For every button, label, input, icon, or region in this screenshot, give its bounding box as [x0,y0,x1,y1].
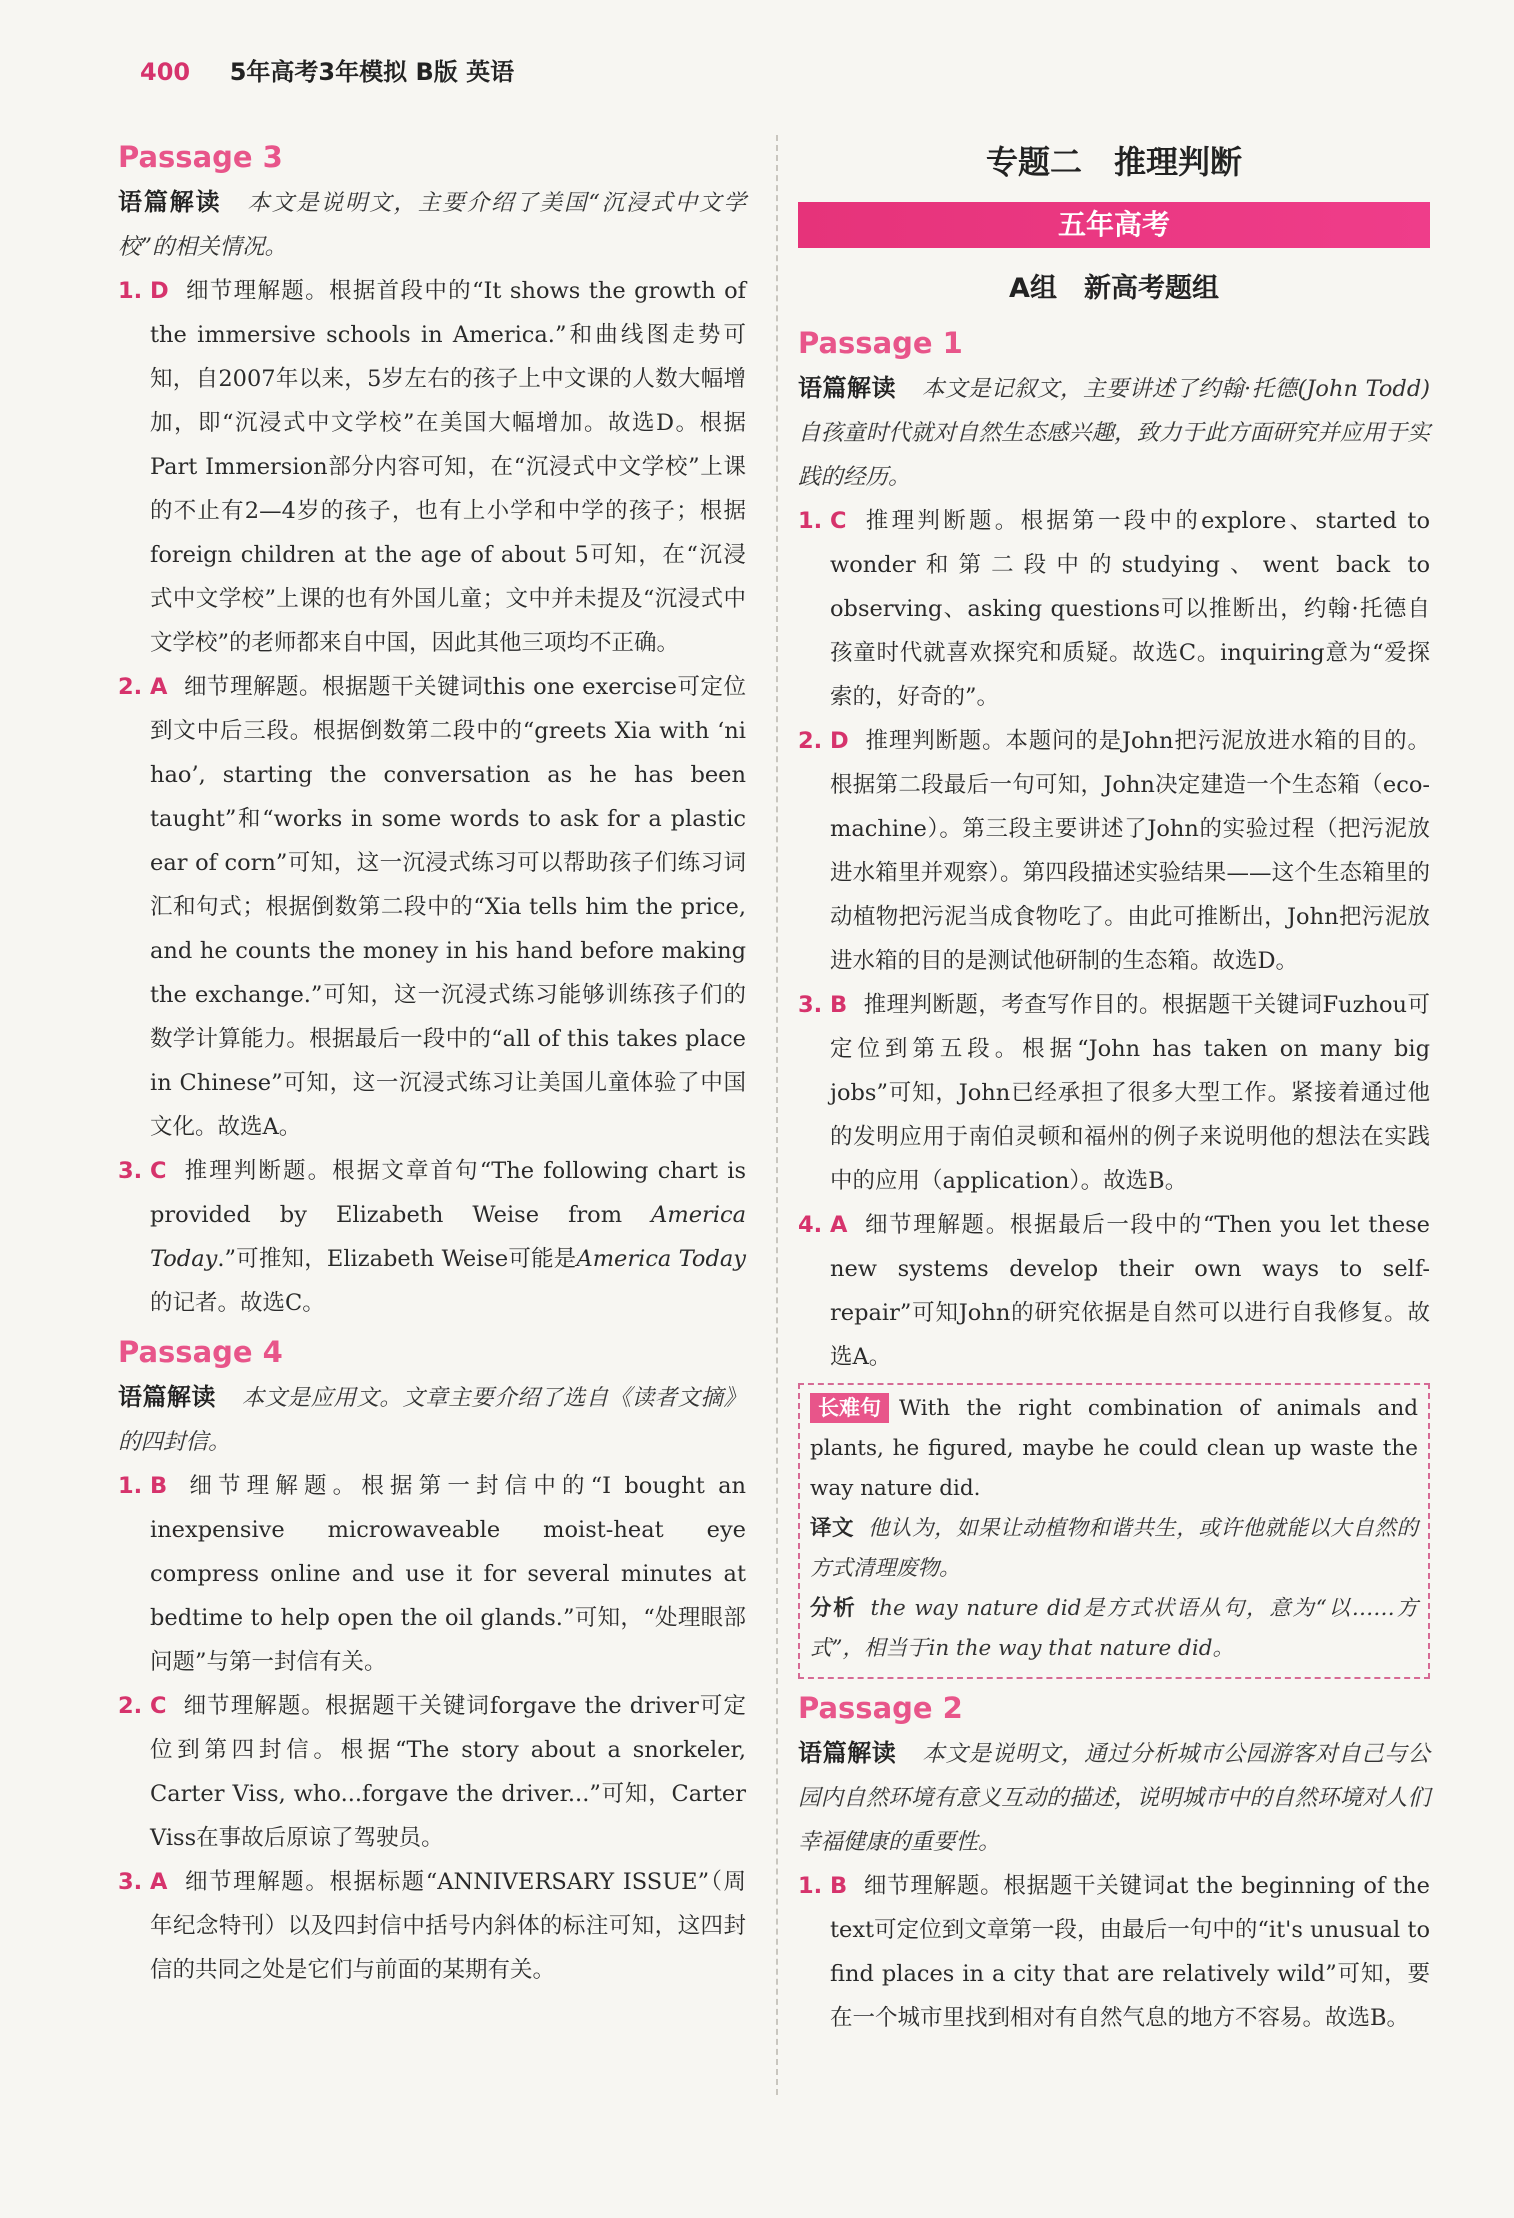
question-explanation: 的记者。故选C。 [150,1290,325,1316]
question-item [118,1464,746,1684]
question-item [118,1860,746,1992]
passage-intro [118,180,746,269]
question-item [798,719,1430,983]
question-number: 3. [118,1869,143,1895]
intro-label: 语篇解读 [798,374,896,402]
question-explanation: 细节理解题。根据题干关键词this one exercise可定位到文中后三段。根据倒数第二段中的“greets Xia with ‘ni hao’, starting the conversation as he has been taught”和“works in some words to ask for a plastic ear of corn”可知，这一沉浸式练习可以帮助孩子们练习词汇和句式；根据倒数第二段中的“Xia tells him the price, and he counts the money in his hand before making the exchange.”可知，这一沉浸式练习能够训练孩子们的数学计算能力。根据最后一段中的“all of this takes place in Chinese”可知，这一沉浸式练习让美国儿童体验了中国文化。故选A。 [150,674,746,1140]
question-explanation: 推理判断题，考查写作目的。根据题干关键词Fuzhou可定位到第五段。根据“John has taken on many big jobs”可知，John已经承担了很多大型工作。紧接着通过他的发明应用于南伯灵顿和福州的例子来说明他的想法在实践中的应用（application）。故选B。 [830,992,1430,1194]
question-item [798,983,1430,1203]
question-explanation: 细节理解题。根据首段中的“It shows the growth of the immersive schools in America.”和曲线图走势可知，自2007年以来，5岁左右的孩子上中文课的人数大幅增加，即“沉浸式中文学校”在美国大幅增加。故选D。根据Part Immersion部分内容可知，在“沉浸式中文学校”上课的不止有2—4岁的孩子，也有上小学和中学的孩子；根据foreign children at the age of about 5可知，在“沉浸式中文学校”上课的也有外国儿童；文中并未提及“沉浸式中文学校”的老师都来自中国，因此其他三项均不正确。 [150,278,746,656]
question-number: 2. [118,1693,143,1719]
question-explanation: 细节理解题。根据标题“ANNIVERSARY ISSUE”（周年纪念特刊）以及四封信中括号内斜体的标注可知，这四封信的共同之处是它们与前面的某期有关。 [150,1869,746,1983]
intro-label: 语篇解读 [118,1383,216,1411]
question-item [798,1203,1430,1379]
intro-label: 语篇解读 [798,1739,897,1767]
passage-title: Passage 2 [798,1691,963,1725]
sentence-text: With the right combination of animals and plants, he figured, maybe he could clean up waste the way nature did. [810,1396,1418,1501]
intro-text: 本文是说明文，主要介绍了美国“沉浸式中文学校”的相关情况。 [118,190,746,260]
question-explanation: .”可推知，Elizabeth Weise可能是 [217,1246,577,1272]
page-header [140,52,514,92]
analysis [810,1589,1418,1669]
question-explanation: 推理判断题。根据文章首句“The following chart is provided by Elizabeth Weise from [150,1158,746,1228]
column-divider [776,135,778,2095]
answer-letter: D [150,278,169,304]
question-explanation: 推理判断题。根据第一段中的explore、started to wonder和第二段中的studying、went back to observing、asking questions可以推断出，约翰·托德自孩童时代就喜欢探究和质疑。故选C。inquiring意为“爱探索的，好奇的”。 [830,508,1430,710]
left-column [118,130,746,1992]
question-item [118,1684,746,1860]
intro-text: 本文是记叙文，主要讲述了约翰·托德(John Todd)自孩童时代就对自然生态感兴趣，致力于此方面研究并应用于实践的经历。 [798,376,1430,490]
translation [810,1509,1418,1589]
question-number: 3. [798,992,823,1018]
passage-intro [798,366,1430,499]
intro-text: 本文是说明文，通过分析城市公园游客对自己与公园内自然环境有意义互动的描述，说明城市中的自然环境对人们幸福健康的重要性。 [798,1741,1430,1855]
group-title: A组 新高考题组 [1009,273,1219,304]
question-explanation: 细节理解题。根据第一封信中的“I bought an inexpensive microwaveable moist-heat eye compress online and use it for several minutes at bedtime to help open the oil glands.”可知，“处理眼部问题”与第一封信有关。 [150,1473,746,1675]
question-number: 4. [798,1212,823,1238]
question-number: 2. [798,728,823,754]
intro-text: 本文是应用文。文章主要介绍了选自《读者文摘》的四封信。 [118,1385,746,1455]
question-item [798,1864,1430,2040]
question-item [118,269,746,665]
section-banner: 五年高考 [798,202,1430,248]
intro-label: 语篇解读 [118,188,222,216]
answer-letter: C [150,1158,167,1184]
answer-letter: A [830,1212,848,1238]
question-explanation: 细节理解题。根据最后一段中的“Then you let these new systems develop their own ways to self-repair”可知John的研究依据是自然可以进行自我修复。故选A。 [830,1212,1430,1370]
question-number: 1. [118,278,143,304]
passage-intro [798,1731,1430,1864]
topic-title: 专题二 推理判断 [985,143,1242,181]
answer-letter: C [150,1693,167,1719]
publication-name: America Today [576,1246,747,1272]
question-number: 1. [798,1873,823,1899]
question-explanation: 细节理解题。根据题干关键词at the beginning of the text可定位到文章第一段，由最后一句中的“it's unusual to find places in a city that are relatively wild”可知，要在一个城市里找到相对有自然气息的地方不容易。故选B。 [830,1873,1430,2031]
analysis-label: 分析 [810,1596,857,1621]
answer-letter: B [830,992,848,1018]
book-title: 5年高考3年模拟 B版 英语 [229,58,515,86]
answer-letter: A [150,674,168,700]
difficult-sentence-box [798,1383,1430,1679]
question-explanation: 推理判断题。本题问的是John把污泥放进水箱的目的。根据第二段最后一句可知，John决定建造一个生态箱（eco-machine）。第三段主要讲述了John的实验过程（把污泥放进水箱里并观察）。第四段描述实验结果——这个生态箱里的动植物把污泥当成食物吃了。由此可推断出，John把污泥放进水箱的目的是测试他研制的生态箱。故选D。 [830,728,1430,974]
question-number: 3. [118,1158,143,1184]
translation-text: 他认为，如果让动植物和谐共生，或许他就能以大自然的方式清理废物。 [810,1516,1418,1581]
question-number: 2. [118,674,143,700]
page-number: 400 [140,58,191,86]
question-item [798,499,1430,719]
passage-title: Passage 1 [798,326,963,360]
answer-letter: D [830,728,849,754]
answer-letter: A [150,1869,168,1895]
analysis-text: the way nature did是方式状语从句，意为“以……方式”，相当于in the way that nature did。 [810,1596,1418,1661]
question-explanation: 细节理解题。根据题干关键词forgave the driver可定位到第四封信。根据“The story about a snorkeler, Carter Viss, who...forgave the driver...”可知，Carter Viss在事故后原谅了驾驶员。 [150,1693,746,1851]
passage-title: Passage 3 [118,140,283,174]
question-number: 1. [798,508,823,534]
difficult-sentence [810,1389,1418,1509]
answer-letter: C [830,508,847,534]
answer-letter: B [830,1873,848,1899]
passage-title: Passage 4 [118,1335,283,1369]
question-number: 1. [118,1473,143,1499]
answer-letter: B [150,1473,168,1499]
right-column [798,130,1430,2040]
question-item [118,665,746,1149]
passage-intro [118,1375,746,1464]
question-item [118,1149,746,1325]
publication-name: America Today [150,1202,746,1272]
difficult-sentence-badge: 长难句 [810,1393,889,1423]
translation-label: 译文 [810,1516,855,1541]
